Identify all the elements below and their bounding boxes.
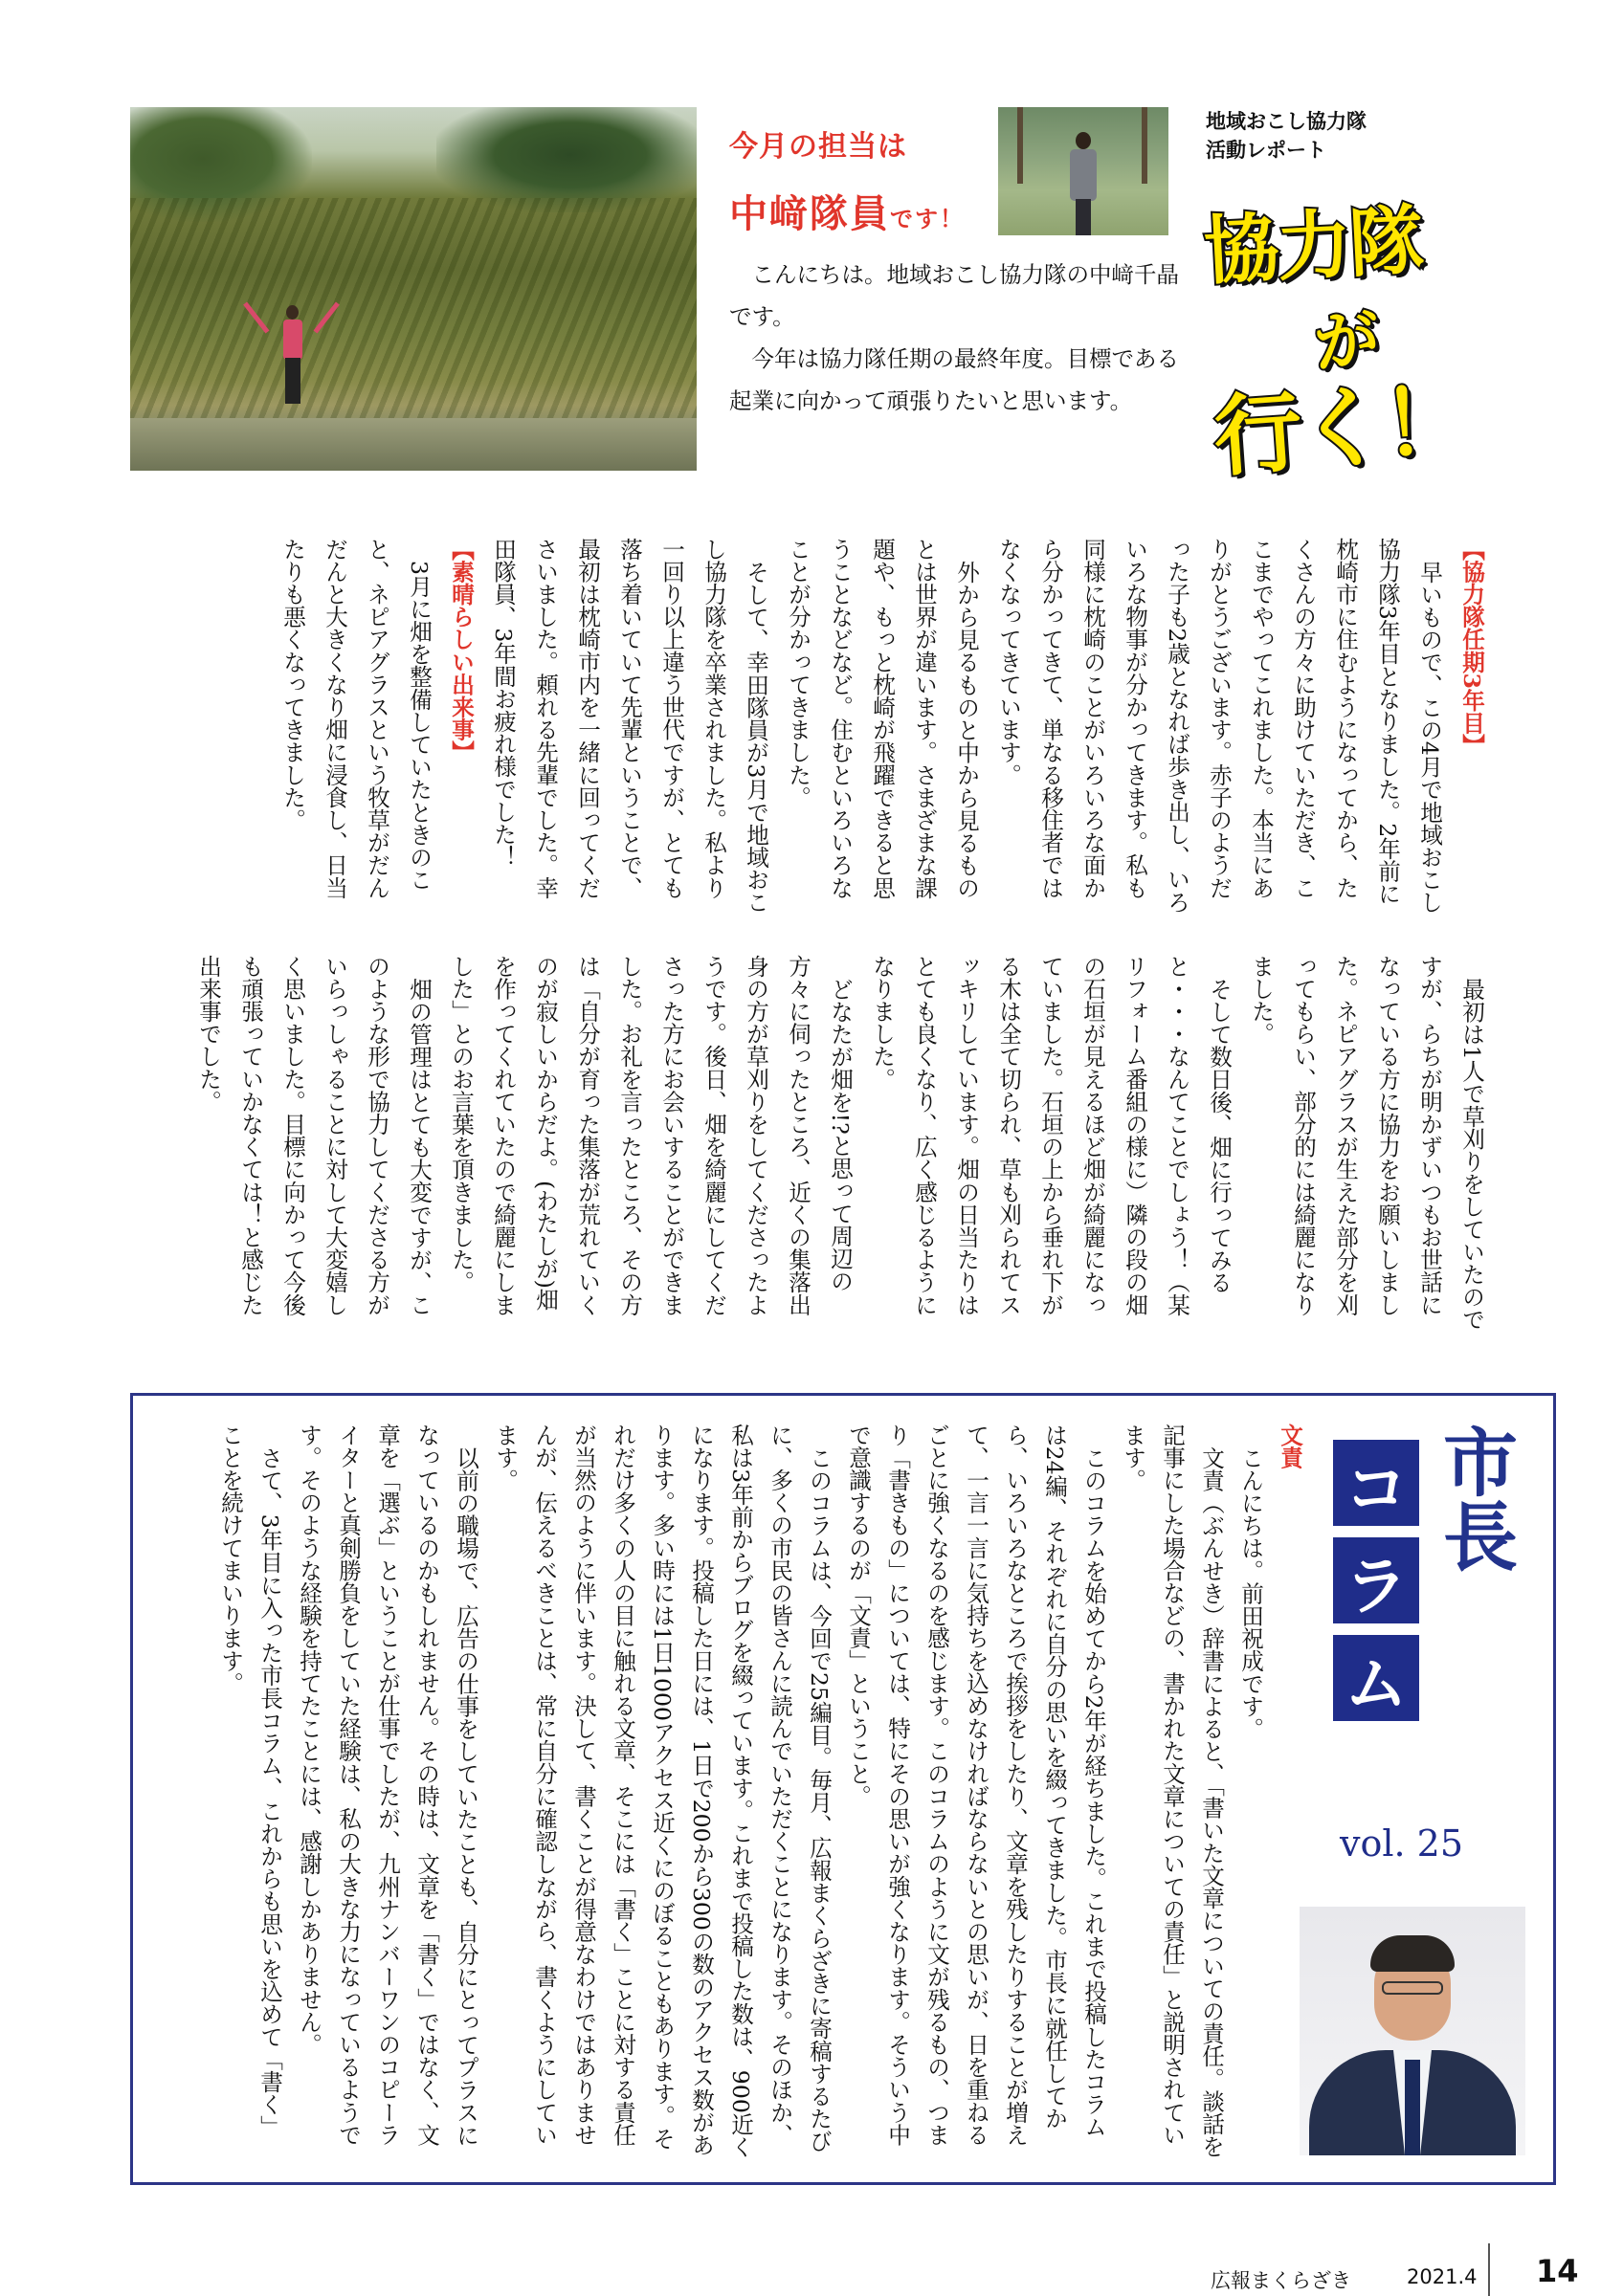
series-title-line2: が xyxy=(1310,300,1384,384)
publication-name: 広報まくらざき xyxy=(1211,2269,1351,2292)
tantou-suffix: です！ xyxy=(890,205,965,232)
column-paragraph: このコラムは、今回で25編目。毎月、広報まくらざきに寄稿するたびに、多くの市民の皆さんに読んでいただくことになります。そのほか、私は3年前からブログを綴っています。これまで投稿した数は、900近くになります。投稿した日には、1日で200から300の数のアクセス数があります。多い時には1日1000アクセス近くにのぼることもあります。それだけ多くの人の目に触れる文章、そこには「書く」ことに対する責任が当然のように伴います。決して、書くことが得意なわけではありませんが、伝えるべきことは、常に自分に確認しながら、書くようにしています。 xyxy=(492,1424,833,2159)
portrait-photo xyxy=(998,107,1168,235)
person-figure xyxy=(259,294,326,428)
column-paragraph: 以前の職場で、広告の仕事をしていたことも、自分にとってプラスになっているのかもしれません。その時は、文章を「書く」ではなく、文章を「選ぶ」ということが仕事でしたが、九州ナンバーワンのコピーライターと真剣勝負をしていた経験は、私の大きな力になっているようです。そのような経験を持てたことには、感謝しかありません。 xyxy=(296,1424,479,2147)
column-paragraph: こんにちは。前田祝成です。 xyxy=(1237,1446,1264,1740)
column-body xyxy=(161,1424,1309,2160)
series-title-line3: 行く！ xyxy=(1211,368,1470,490)
column-title-chars xyxy=(1333,1440,1424,1733)
article-bottom-block xyxy=(134,955,1493,1333)
article-paragraph: 早いもので、この4月で地域おこし協力隊3年目となりました。2年前に枕崎市に住むようになってから、たくさんの方々に助けていただき、ここまでやってこれました。本当にありがとうございます。赤子のようだった子も2歳となれば歩き出し、いろいろな物事が分かってきます。私も同様に枕崎のことがいろいろな面から分かってきて、単なる移住者ではなくなってきています。 xyxy=(995,538,1443,914)
column-char: ム xyxy=(1333,1635,1419,1721)
article-paragraph: どなたが畑を!?と思って周辺の方々に伺ったところ、近くの集落出身の方が草刈りをしてくださったようです。後日、畑を綺麗にしてくださった方にお会いすることができました。お礼を言ったところ、その方は「自分が育った集落が荒れていくのが寂しいからだよ。(わたしが)畑を作ってくれていたので綺麗にしました」とのお言葉を頂きました。 xyxy=(448,955,854,1316)
series-title xyxy=(1202,177,1491,490)
publication-date: 2021.4 xyxy=(1407,2265,1478,2288)
series-title-line1: 協力隊 xyxy=(1202,198,1425,296)
tantou-line1: 今月の担当は xyxy=(729,130,907,164)
article-paragraph: そして、幸田隊員が3月で地域おこし協力隊を卒業されました。私より一回り以上違う世代ですが、とても落ち着いていて先輩ということで、最初は枕崎市内を一緒に回ってくださいました。頼れる先輩でした。幸田隊員、3年間お疲れ様でした！ xyxy=(490,538,769,914)
field-photo xyxy=(130,107,697,471)
article-heading: 【 素晴らしい出来事 】 xyxy=(440,538,482,916)
column-paragraph: さて、3年目に入った市長コラム、これからも思いを込めて「書く」ことを続けてまいります。 xyxy=(217,1424,283,2138)
article-paragraph: そして数日後、畑に行ってみると・・・なんてことでしょう！（某リフォーム番組の様に）隣の段の畑の石垣が見えるほど畑が綺麗になっていました。石垣の上から垂れ下がる木は全て切られ、草も刈られてスッキリしています。畑の日当たりはとても良くなり、広く感じるようになりました。 xyxy=(869,955,1233,1316)
article-paragraph: 畑の管理はとても大変ですが、このような形で協力してくださる方がいらっしゃることに対して大変嬉しく思いました。目標に向かって今後も頑張っていかなくては！と感じた出来事でした。 xyxy=(195,955,433,1316)
column-paragraph: 文責（ぶんせき）辞書によると、「書いた文章についての責任。談話を記事にした場合などの、書かれた文章についての責任」と説明されています。 xyxy=(1120,1424,1225,2157)
article-paragraph: 最初は1人で草刈りをしていたのですが、らちが明かずいつもお世話になっている方に協力をお願いしました。ネピアグラスが生えた部分を刈ってもらい、部分的には綺麗になりました。 xyxy=(1248,955,1485,1331)
intro-paragraph: 今年は協力隊任期の最終年度。目標である起業に向かって頑張りたいと思います。 xyxy=(729,345,1179,414)
tantou-name-line xyxy=(729,184,965,238)
page-number: 14 xyxy=(1536,2253,1579,2289)
series-label-line2: 活動レポート xyxy=(1206,139,1326,162)
series-label-line1: 地域おこし協力隊 xyxy=(1206,110,1367,133)
column-char: コ xyxy=(1333,1440,1419,1526)
column-volume: vol. 25 xyxy=(1340,1822,1464,1865)
article-paragraph: 外から見るものと中から見るものとは世界が違います。さまざまな課題や、もっと枕崎が飛躍できると思うことなどなど。住むといろいろなことが分かってきました。 xyxy=(785,538,980,899)
article-paragraph: 3月に畑を整備していたときのこと、ネピアグラスという牧草がだんだんと大きくなり畑に浸食し、日当たりも悪くなってきました。 xyxy=(279,538,433,899)
article-heading: 【 協力隊任期3年目 】 xyxy=(1451,538,1493,916)
column-subtitle: 文責 xyxy=(1277,1424,1303,1469)
footer-divider xyxy=(1488,2243,1490,2296)
column-paragraph: このコラムを始めてから2年が経ちました。これまで投稿したコラムは24編、それぞれに自分の思いを綴ってきました。市長に就任してから、いろいろなところで挨拶をしたり、文章を残したりすることが増えて、一言一言に気持ちを込めなければならないとの思いが、日を重ねるごとに強くなるのを感じます。このコラムのように文が残るもの、つまり「書きもの」については、特にその思いが強くなります。そういう中で意識するのが「文責」ということ。 xyxy=(845,1424,1107,2147)
intro-paragraph: こんにちは。地域おこし協力隊の中﨑千晶です。 xyxy=(729,261,1179,330)
intro-text xyxy=(729,254,1181,422)
woman-figure xyxy=(1067,132,1100,235)
tantou-heading xyxy=(729,122,965,238)
article-top-block xyxy=(134,538,1493,916)
series-label xyxy=(1206,107,1367,165)
column-title: 市長 xyxy=(1431,1424,1518,1573)
column-char: ラ xyxy=(1333,1537,1419,1623)
tantou-name: 中﨑隊員 xyxy=(729,191,890,236)
mayor-photo xyxy=(1300,1907,1525,2155)
